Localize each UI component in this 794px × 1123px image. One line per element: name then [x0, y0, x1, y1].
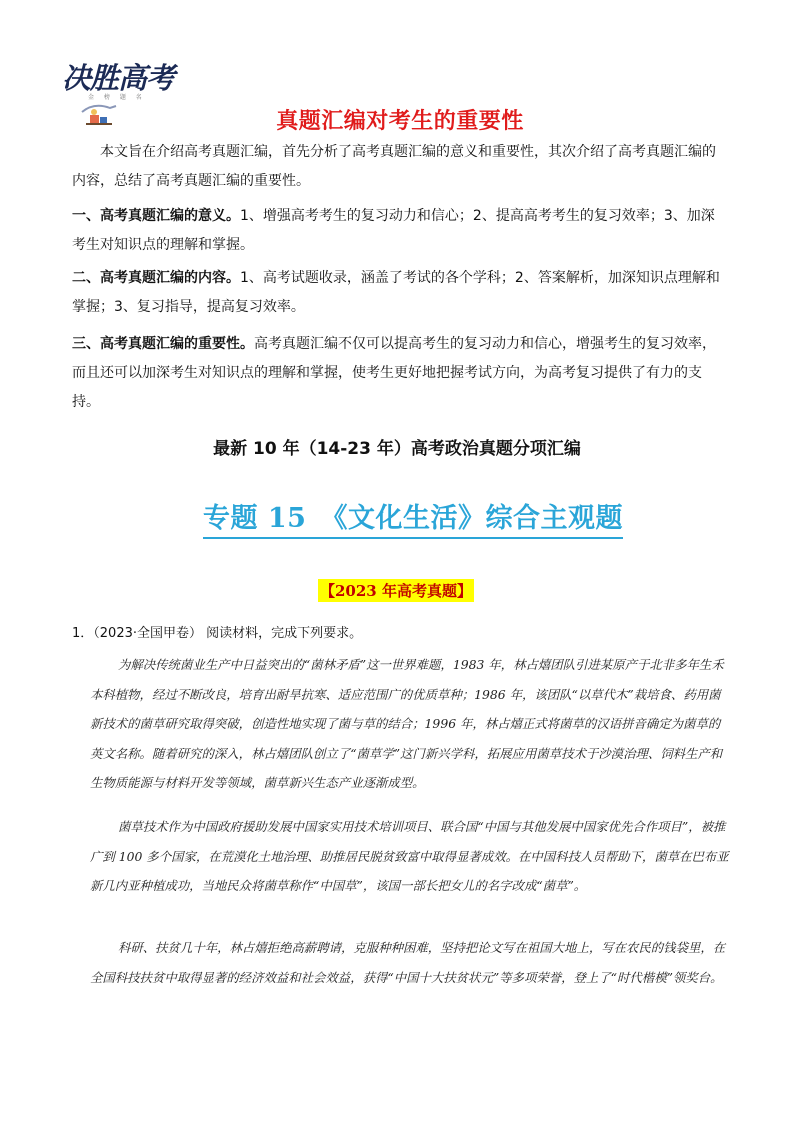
material-paragraph-2: 菌草技术作为中国政府援助发展中国家实用技术培训项目、联合国“中国与其他发展中国家优先合作项目”，被推广到 100 多个国家，在荒漠化土地治理、助推居民脱贫致富中取得显著成效。在中国科技人员帮助下，菌草在巴布亚新几内亚种植成功，当地民众将菌草称作“中国草”，该国一部长把女儿的名字改成“菌草”。	[90, 819, 729, 893]
material-paragraph-3: 科研、扶贫几十年，林占熺拒绝高薪聘请，克服种种困难，坚持把论文写在祖国大地上，写在农民的钱袋里，在全国科技扶贫中取得显著的经济效益和社会效益，获得“中国十大扶贫状元”等多项荣誉，登上了“时代楷模”领奖台。	[90, 940, 726, 985]
intro-paragraph: 本文旨在介绍高考真题汇编，首先分析了高考真题汇编的意义和重要性，其次介绍了高考真题汇编的内容，总结了高考真题汇编的重要性。	[72, 144, 716, 189]
section-1-heading: 一、高考真题汇编的意义。	[72, 208, 240, 224]
logo-text: 决胜高考	[62, 61, 175, 95]
series-title: 最新 10 年（14-23 年）高考政治真题分项汇编	[213, 439, 581, 459]
section-2-heading: 二、高考真题汇编的内容。	[72, 270, 240, 286]
section-3	[72, 330, 724, 417]
section-2-body: 1、高考试题收录，涵盖了考试的各个学科；2、答案解析，加深知识点理解和掌握；3、复习指导，提高复习效率。	[72, 270, 720, 315]
section-1	[72, 202, 724, 260]
section-2	[72, 264, 724, 322]
material-paragraph-1: 为解决传统菌业生产中日益突出的“菌林矛盾”这一世界难题，1983 年，林占熺团队引进某原产于北非多年生禾本科植物，经过不断改良，培育出耐旱抗寒、适应范围广的优质草种；1986 年，该团队“以草代木”栽培食、药用菌新技术的菌草研究取得突破，创造性地实现了菌与草的结合；1996 年，林占熺正式将菌草的汉语拼音确定为菌草的英文名称。随着研究的深入，林占熺团队创立了“菌草学”这门新兴学科，拓展应用菌草技术于沙漠治理、饲料生产和生物质能源与材料开发等领域，菌草新兴生态产业逐渐成型。	[90, 657, 724, 790]
logo-caption: 金 榜 题 名	[88, 94, 146, 101]
section-3-body: 高考真题汇编不仅可以提高考生的复习动力和信心，增强考生的复习效率，而且还可以加深考生对知识点的理解和掌握，使考生更好地把握考试方向，为高考复习提供了有力的支持。	[72, 336, 716, 410]
page-title: 真题汇编对考生的重要性	[276, 109, 524, 134]
year-tag: 【2023 年高考真题】	[318, 579, 474, 602]
question-stem: 1．（2023·全国甲卷） 阅读材料，完成下列要求。	[72, 626, 363, 641]
topic-title: 专题 15 《文化生活》综合主观题	[203, 496, 623, 539]
section-1-body: 1、增强高考考生的复习动力和信心；2、提高高考考生的复习效率；3、加深考生对知识点的理解和掌握。	[72, 208, 715, 253]
section-3-heading: 三、高考真题汇编的重要性。	[72, 336, 254, 352]
